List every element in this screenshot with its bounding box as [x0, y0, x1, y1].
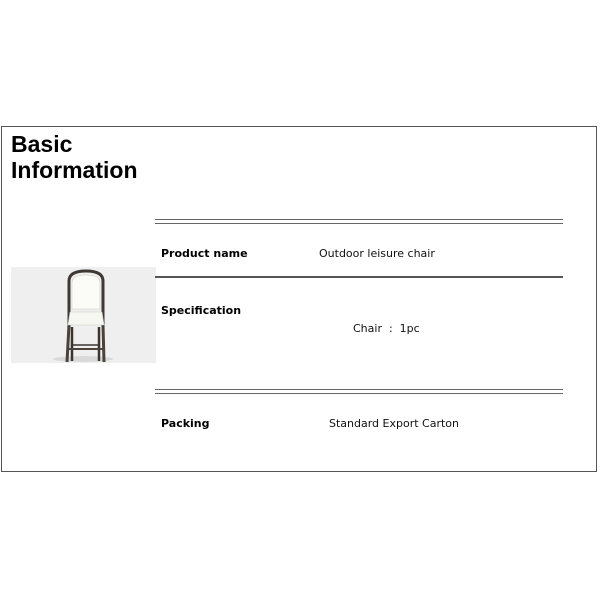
- product-image: [11, 267, 156, 363]
- chair-photo-icon: [11, 267, 156, 363]
- product-name-value: Outdoor leisure chair: [319, 247, 435, 260]
- packing-label: Packing: [161, 417, 210, 430]
- specification-label: Specification: [161, 304, 242, 317]
- title-line-1: Basic: [11, 131, 73, 157]
- basic-information-card: [1, 126, 597, 472]
- specification-value: Chair : 1pc: [353, 322, 420, 335]
- row-divider-double: [155, 389, 563, 394]
- table-top-rule: [155, 219, 563, 224]
- page-title: [11, 131, 138, 183]
- packing-value: Standard Export Carton: [329, 417, 460, 430]
- title-line-2: Information: [11, 157, 138, 183]
- row-divider: [155, 276, 563, 278]
- product-name-label: Product name: [161, 247, 248, 260]
